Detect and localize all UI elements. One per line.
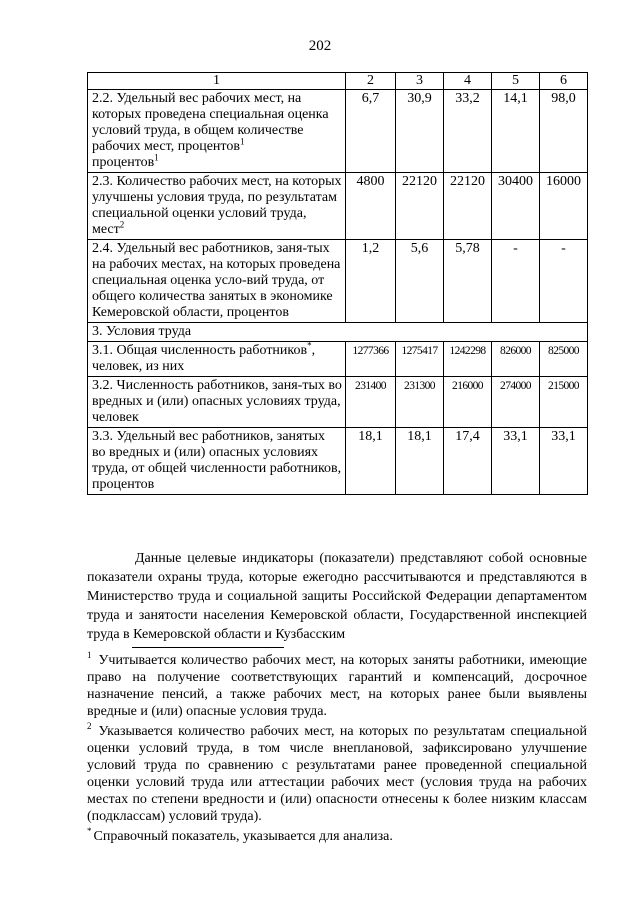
row-label: 2.3. Количество рабочих мест, на которых улучшены условия труда, по результатам специальной оценки условий труда, мест$^2$: [88, 173, 346, 240]
table-cell: 5,6: [396, 240, 444, 323]
page-number: 202: [308, 38, 332, 54]
column-header: 2: [346, 73, 396, 90]
table-row: [88, 90, 588, 173]
table-cell: 6,7: [346, 90, 396, 173]
footnote: [87, 723, 587, 825]
table-cell: 18,1: [346, 428, 396, 495]
table-cell: 825000: [540, 342, 588, 377]
footnote-ref: 2: [119, 219, 125, 230]
footnote-text: Указывается количество рабочих мест, на которых по результатам специальной оценки условий труда, в том числе внеплановой, зафиксировано улучшение условий труда по сравнению с результатами ранее проведенной специальной оценки условий труда или аттестации рабочих мест (условия труда на рабочих местах по степени вредности и (или) опасности отнесены к более низким классам (подклассам) условий труда).: [87, 724, 587, 824]
row-label: 2.4. Удельный вес работников, заня-тых на рабочих местах, на которых проведена специальная оценка усло-вий труда, от общего количества занятых в экономике Кемеровской области, процентов: [88, 240, 346, 323]
table-header-row: [88, 73, 588, 90]
column-header: 1: [88, 73, 346, 90]
table-cell: 33,2: [444, 90, 492, 173]
footnote-ref: *: [307, 340, 312, 351]
footnote: [87, 652, 587, 720]
footnotes: [87, 652, 587, 848]
table-cell: 18,1: [396, 428, 444, 495]
column-header: 5: [492, 73, 540, 90]
table-row: [88, 428, 588, 495]
table-cell: 1242298: [444, 342, 492, 377]
table-cell: -: [492, 240, 540, 323]
footnote-separator: [132, 647, 284, 648]
table-cell: 33,1: [540, 428, 588, 495]
footnote-ref: 1: [239, 136, 245, 147]
table-cell: 1275417: [396, 342, 444, 377]
table-cell: 30,9: [396, 90, 444, 173]
table-cell: 216000: [444, 377, 492, 428]
table-cell: 17,4: [444, 428, 492, 495]
table-cell: 22120: [396, 173, 444, 240]
table-cell: 98,0: [540, 90, 588, 173]
footnote-mark: 2: [87, 721, 92, 732]
table-cell: 4800: [346, 173, 396, 240]
row-label: 2.2. Удельный вес рабочих мест, на которых проведена специальная оценка условий труда, в общем количестве рабочих мест, процентов$^1$ процентов$^1$: [88, 90, 346, 173]
row-label: 3.2. Численность работников, заня-тых во вредных и (или) опасных условиях труда, человек: [88, 377, 346, 428]
section-heading: 3. Условия труда: [88, 323, 588, 342]
table-cell: 826000: [492, 342, 540, 377]
table-row: [88, 173, 588, 240]
table-cell: 231300: [396, 377, 444, 428]
footnote: [87, 828, 587, 845]
table-cell: -: [540, 240, 588, 323]
table-row: [88, 240, 588, 323]
footnote-text: Справочный показатель, указывается для анализа.: [93, 829, 393, 844]
column-header: 3: [396, 73, 444, 90]
indicators-table: [87, 72, 588, 495]
table-cell: 1277366: [346, 342, 396, 377]
table-cell: 16000: [540, 173, 588, 240]
table-cell: 33,1: [492, 428, 540, 495]
table-cell: 274000: [492, 377, 540, 428]
table-cell: 5,78: [444, 240, 492, 323]
table-cell: 215000: [540, 377, 588, 428]
body-paragraph: Данные целевые индикаторы (показатели) представляют собой основные показатели охраны труда, которые ежегодно рассчитываются и представляются в Министерство труда и социальной защиты Российской Федерации департаментом труда и занятости населения Кемеровской области, Государственной инспекцией труда в Кемеровской области и Кузбасским: [87, 551, 587, 642]
table-section-row: [88, 323, 588, 342]
row-label: 3.1. Общая численность работников*, человек, из них: [88, 342, 346, 377]
column-header: 6: [540, 73, 588, 90]
column-header: 4: [444, 73, 492, 90]
table-row: [88, 342, 588, 377]
table-cell: 1,2: [346, 240, 396, 323]
footnote-text: Учитывается количество рабочих мест, на которых заняты работники, имеющие право на получение соответствующих гарантий и компенсаций, досрочное назначение пенсий, а также рабочих мест, на которых ранее были выявлены вредные и (или) опасные условия труда.: [87, 653, 587, 719]
row-label: 3.3. Удельный вес работников, занятых во вредных и (или) опасных условиях труда, от общей численности работников, процентов: [88, 428, 346, 495]
table-cell: 14,1: [492, 90, 540, 173]
table-cell: 231400: [346, 377, 396, 428]
table-row: [88, 377, 588, 428]
footnote-mark: 1: [87, 650, 92, 661]
table-cell: 22120: [444, 173, 492, 240]
table-cell: 30400: [492, 173, 540, 240]
footnote-mark: *: [87, 826, 92, 837]
footnote-ref: 1: [154, 152, 159, 163]
